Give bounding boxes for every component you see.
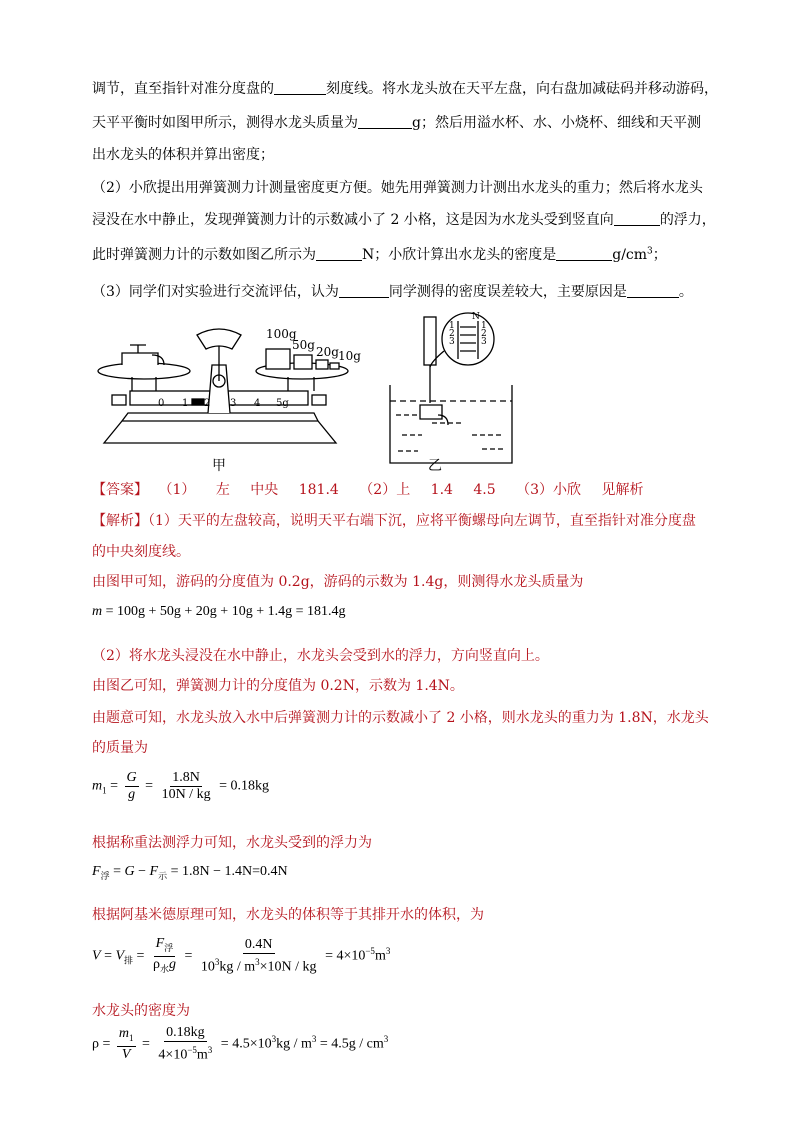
scale-tick: 3 <box>230 398 237 409</box>
q1-text: 天平平衡时如图甲所示，测得水龙头质量为 <box>92 115 358 131</box>
unit-text: g/cm <box>612 247 648 263</box>
meter-mark: 3 <box>449 337 455 347</box>
equation-buoyancy: $F_浮 = G - F_示 = 1.8N - 1.4N=0.4N$ <box>92 864 288 881</box>
answer-blank[interactable] <box>556 246 612 261</box>
analysis-line4: （2）将水龙头浸没在水中静止，水龙头会受到水的浮力，方向竖直向上。 <box>92 648 549 664</box>
q2-text: N；小欣计算出水龙头的密度是 <box>362 247 557 263</box>
analysis-line6: 由题意可知，水龙头放入水中后弹簧测力计的示数减小了 2 小格，则水龙头的重力为 1.8N，水龙头 <box>92 710 709 726</box>
analysis-tag: 【解析】 <box>92 513 148 529</box>
weight-label: 10g <box>338 349 361 363</box>
answer-blank[interactable] <box>614 211 660 226</box>
fraction: $\frac{1.8N}{10N / kg}$ <box>161 770 211 802</box>
equation-m1: $m_1$ = $\frac{G}{g}$ = $\frac{1.8N}{10N / kg}$ = 0.18kg <box>92 770 269 802</box>
equation-text: = 1.8N − 1.4N=0.4N <box>170 864 288 879</box>
analysis-line5: 由图乙可知，弹簧测力计的分度值为 0.2N，示数为 1.4N。 <box>92 678 464 694</box>
q1-text: g；然后用溢水杯、水、小烧杯、细线和天平测 <box>412 115 701 131</box>
equation-text: = 4×10 <box>325 948 366 964</box>
analysis-text: （1）天平的左盘较高，说明天平右端下沉，应将平衡螺母向左调节，直至指针对准分度盘 <box>148 513 696 529</box>
analysis-line2: 的中央刻度线。 <box>92 544 190 560</box>
q1-line1 <box>92 78 718 98</box>
q2-line3 <box>92 244 667 264</box>
meter-mark: 2 <box>449 329 455 339</box>
q1-text: 调节，直至指针对准分度盘的 <box>92 81 274 97</box>
q3-text: 。 <box>678 284 693 300</box>
q2-line1: （2）小欣提出用弹簧测力计测量密度更方便。她先用弹簧测力计测出水龙头的重力；然后将水龙头 <box>92 180 703 196</box>
equation-volume: $V = V_排$ = $\frac{F_浮}{\rho_水g}$ = $\frac{0.4N}{10^3kg / m^3\times 10N / kg}$ = $4\times 10^{-5}m^3$ <box>92 936 391 975</box>
q2-text: 此时弹簧测力计的示数如图乙所示为 <box>92 247 316 263</box>
experiment-figure <box>92 305 532 475</box>
fraction: $\frac{m_1}{V}$ <box>118 1025 134 1062</box>
scale-tick: 2 <box>204 398 211 409</box>
answer-blank[interactable] <box>274 80 326 95</box>
equation-mass: m = 100g + 50g + 20g + 10g + 1.4g = 181.4g <box>92 604 346 619</box>
answer-item: 4.5 <box>473 482 496 498</box>
meter-mark: N <box>472 312 480 322</box>
weight-label: 50g <box>292 338 315 352</box>
answer-blank[interactable] <box>316 246 362 261</box>
equation-text: = 100g + 50g + 20g + 10g + 1.4g = 181.4g <box>105 604 346 619</box>
q2-text: 浸没在水中静止，发现弹簧测力计的示数减小了 2 小格，这是因为水龙头受到竖直向 <box>92 212 614 228</box>
q2-line2 <box>92 209 716 229</box>
analysis-line1 <box>92 510 696 530</box>
answer-item: （3）小欣 <box>516 482 582 498</box>
scale-tick: 0 <box>158 398 165 409</box>
weight-label: 20g <box>316 345 339 359</box>
fraction: $\frac{0.4N}{10^3kg / m^3\times 10N / kg}$ <box>200 936 317 975</box>
fraction: $\frac{0.18kg}{4\times 10^{-5}m^3}$ <box>158 1025 213 1063</box>
q1-text: 刻度线。将水龙头放在天平左盘，向右盘加减砝码并移动游码， <box>326 81 718 97</box>
equation-text: = 4.5×10 <box>220 1036 272 1052</box>
analysis-line9: 根据阿基米德原理可知，水龙头的体积等于其排开水的体积，为 <box>92 907 484 923</box>
meter-mark: 1 <box>449 321 455 331</box>
analysis-line8: 根据称重法测浮力可知，水龙头受到的浮力为 <box>92 835 372 851</box>
answer-item: 左 <box>215 482 230 498</box>
answer-item: 181.4 <box>298 482 339 498</box>
analysis-line10: 水龙头的密度为 <box>92 1003 190 1019</box>
analysis-line3: 由图甲可知，游码的分度值为 0.2g，游码的示数为 1.4g，则测得水龙头质量为 <box>92 574 584 590</box>
answer-tag: 【答案】 <box>92 482 148 498</box>
answer-item: （2）上 <box>359 482 411 498</box>
figure-label-yi: 乙 <box>428 458 442 474</box>
answer-blank[interactable] <box>339 283 389 298</box>
analysis-line7: 的质量为 <box>92 740 148 756</box>
weight-label: 100g <box>266 327 297 341</box>
q3-line <box>92 281 693 301</box>
answer-blank[interactable] <box>627 283 679 298</box>
scale-tick: 1 <box>182 398 189 409</box>
answer-blank[interactable] <box>358 114 412 129</box>
answer-row <box>92 479 659 499</box>
equation-text: kg / m <box>276 1036 312 1052</box>
q1-line3: 出水龙头的体积并算出密度； <box>92 147 274 163</box>
equation-text: = 4.5g / cm <box>319 1036 384 1052</box>
meter-mark: 2 <box>481 329 487 339</box>
scale-tick: 4 <box>254 398 261 409</box>
scale-tick: 5g <box>276 398 289 409</box>
answer-item: 见解析 <box>601 482 644 498</box>
unit-sup: 3 <box>647 246 653 257</box>
answer-item: 1.4 <box>430 482 453 498</box>
meter-mark: 1 <box>481 321 487 331</box>
q1-line2 <box>92 112 701 132</box>
equation-density: ρ = $\frac{m_1}{V}$ = $\frac{0.18kg}{4\times 10^{-5}m^3}$ = $4.5\times 10^3kg / m^3 = 4.5g / cm^3$ <box>92 1025 389 1063</box>
q2-text: ； <box>652 247 667 263</box>
q2-text: 的浮力， <box>659 212 716 228</box>
fraction: $\frac{G}{g}$ <box>126 770 137 802</box>
q3-text: （3）同学们对实验进行交流评估，认为 <box>92 284 339 300</box>
figure-label-jia: 甲 <box>212 458 226 474</box>
answer-item: （1） <box>158 482 196 498</box>
fraction: $\frac{F_浮}{\rho_水g}$ <box>152 936 176 974</box>
answer-item: 中央 <box>250 482 279 498</box>
equation-text: = 0.18kg <box>219 778 269 794</box>
figure-svg <box>92 305 532 475</box>
q3-text: 同学测得的密度误差较大，主要原因是 <box>388 284 627 300</box>
meter-mark: 3 <box>481 337 487 347</box>
